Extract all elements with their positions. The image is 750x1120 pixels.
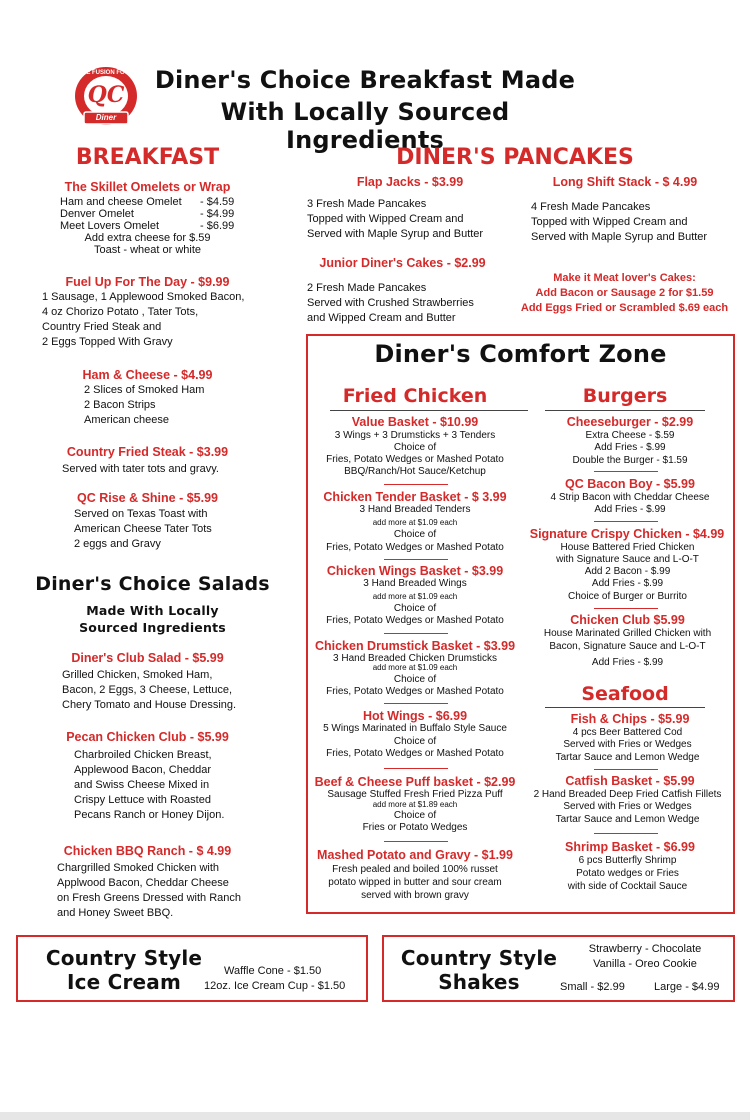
value-line-1: 3 Wings + 3 Drumsticks + 3 Tenders xyxy=(334,430,496,441)
tender-name: Chicken Tender Basket - $ 3.99 xyxy=(323,490,507,504)
skillet-name: The Skillet Omelets or Wrap xyxy=(64,180,231,194)
cheese-line-3: Double the Burger - $1.59 xyxy=(572,455,688,466)
ice-cream-title-1: Country Style xyxy=(45,946,203,970)
drum-add: add more at $1.09 each xyxy=(372,663,458,672)
value-line-3: Fries, Potato Wedges or Mashed Potato xyxy=(326,454,504,465)
rise-line-1: Served on Texas Toast with xyxy=(74,508,208,520)
seafood-rule xyxy=(545,707,705,708)
drum-line-1: 3 Hand Breaded Chicken Drumsticks xyxy=(333,653,497,664)
fish-divider xyxy=(594,769,658,770)
ham-line-3: American cheese xyxy=(84,414,169,426)
hot-line-2: Choice of xyxy=(393,736,437,747)
tender-line-2: Choice of xyxy=(393,529,437,540)
hot-line-1: 5 Wings Marinated in Buffalo Style Sauce xyxy=(323,723,507,734)
salads-sub-2: Sourced Ingredients xyxy=(79,620,226,635)
meat-line-3: Add Eggs Fried or Scrambled $.69 each xyxy=(520,302,729,314)
fuel-line-3: Country Fried Steak and xyxy=(42,321,162,333)
burgers-title: Burgers xyxy=(582,385,668,407)
salads-sub-1: Made With Locally xyxy=(86,603,219,618)
mashed-name: Mashed Potato and Gravy - $1.99 xyxy=(317,848,513,862)
bacon-line-2: Add Fries - $.99 xyxy=(594,504,666,515)
drum-line-2: Choice of xyxy=(393,674,437,685)
value-name: Value Basket - $10.99 xyxy=(351,415,479,429)
long-name: Long Shift Stack - $ 4.99 xyxy=(552,175,698,189)
crispy-line-1: House Battered Fried Chicken xyxy=(560,542,695,553)
wings-line-3: Fries, Potato Wedges or Mashed Potato xyxy=(326,615,504,626)
fuel-line-4: 2 Eggs Topped With Gravy xyxy=(42,336,173,348)
puff-divider xyxy=(384,841,448,842)
skillet-row-3: Meet Lovers Omelet - $6.99 xyxy=(60,220,235,232)
shrimp-line-3: with side of Cocktail Sauce xyxy=(567,881,688,892)
logo-ring-text: THE FUSION FOOD xyxy=(78,70,134,76)
ham-name: Ham & Cheese - $4.99 xyxy=(82,368,213,382)
bacon-divider xyxy=(594,521,658,522)
shakes-title-1: Country Style xyxy=(400,946,558,970)
salads-title: Diner's Choice Salads xyxy=(35,573,270,595)
skillet-row-1: Ham and cheese Omelet - $4.59 xyxy=(60,196,235,208)
tender-divider xyxy=(384,559,448,560)
catfish-name: Catfish Basket - $5.99 xyxy=(565,774,695,788)
junior-line-2: Served with Crushed Strawberries xyxy=(307,297,474,309)
pecan-name: Pecan Chicken Club - $5.99 xyxy=(66,730,229,744)
mashed-line-2: potato wipped in butter and sour cream xyxy=(328,877,502,888)
flap-line-1: 3 Fresh Made Pancakes xyxy=(307,198,427,210)
shakes-title-2: Shakes xyxy=(438,970,520,994)
pecan-line-1: Charbroiled Chicken Breast, xyxy=(74,749,212,761)
wings-add: add more at $1.09 each xyxy=(372,592,458,601)
wings-divider xyxy=(384,633,448,634)
fried-chicken-rule xyxy=(330,410,528,411)
meat-line-2: Add Bacon or Sausage 2 for $1.59 xyxy=(535,287,714,299)
club-salad-line-3: Chery Tomato and House Dressing. xyxy=(62,699,237,711)
chicken-club-name: Chicken Club $5.99 xyxy=(570,613,685,627)
pecan-line-2: Applewood Bacon, Cheddar xyxy=(74,764,211,776)
puff-add: add more at $1.89 each xyxy=(372,800,458,809)
comfort-title: Diner's Comfort Zone xyxy=(374,340,667,368)
waffle-cone: Waffle Cone - $1.50 xyxy=(224,965,322,977)
crispy-name: Signature Crispy Chicken - $4.99 xyxy=(529,527,725,541)
bacon-line-1: 4 Strip Bacon with Cheddar Cheese xyxy=(550,492,710,503)
fish-line-2: Served with Fries or Wedges xyxy=(563,739,692,750)
bbq-line-3: on Fresh Greens Dressed with Ranch xyxy=(57,892,242,904)
crispy-line-4: Add Fries - $.99 xyxy=(591,578,664,589)
hot-line-3: Fries, Potato Wedges or Mashed Potato xyxy=(326,748,504,759)
ham-line-2: 2 Bacon Strips xyxy=(84,399,156,411)
club-salad-name: Diner's Club Salad - $5.99 xyxy=(71,651,224,665)
steak-name: Country Fried Steak - $3.99 xyxy=(66,445,229,459)
hot-wings-name: Hot Wings - $6.99 xyxy=(362,709,468,723)
shakes-flavors-1: Strawberry - Chocolate xyxy=(588,943,702,955)
rise-line-3: 2 eggs and Gravy xyxy=(74,538,161,550)
tender-add: add more at $1.09 each xyxy=(372,518,458,527)
value-line-2: Choice of xyxy=(393,442,437,453)
hot-divider xyxy=(384,768,448,769)
value-divider xyxy=(384,484,448,485)
burgers-rule xyxy=(545,410,705,411)
flap-line-3: Served with Maple Syrup and Butter xyxy=(307,228,484,240)
drum-line-3: Fries, Potato Wedges or Mashed Potato xyxy=(326,686,504,697)
puff-line-2: Choice of xyxy=(393,810,437,821)
junior-line-3: and Wipped Cream and Butter xyxy=(307,312,456,324)
shrimp-name: Shrimp Basket - $6.99 xyxy=(565,840,695,854)
tender-line-3: Fries, Potato Wedges or Mashed Potato xyxy=(326,542,504,553)
club-salad-line-1: Grilled Chicken, Smoked Ham, xyxy=(62,669,213,681)
club-line-3: Add Fries - $.99 xyxy=(591,657,664,668)
crispy-line-3: Add 2 Bacon - $.99 xyxy=(584,566,671,577)
crispy-line-5: Choice of Burger or Burrito xyxy=(568,591,687,602)
shakes-small: Small - $2.99 xyxy=(560,981,625,993)
catfish-line-1: 2 Hand Breaded Deep Fried Catfish Fillets xyxy=(533,789,722,800)
catfish-line-3: Tartar Sauce and Lemon Wedge xyxy=(555,814,700,825)
tender-line-1: 3 Hand Breaded Tenders xyxy=(359,504,471,515)
seafood-title: Seafood xyxy=(581,683,669,705)
cheese-line-2: Add Fries - $.99 xyxy=(594,442,666,453)
mashed-line-1: Fresh pealed and boiled 100% russet xyxy=(332,864,498,875)
wings-line-2: Choice of xyxy=(393,603,437,614)
ice-cream-cup: 12oz. Ice Cream Cup - $1.50 xyxy=(204,980,346,992)
shakes-large: Large - $4.99 xyxy=(654,981,720,993)
fuel-line-1: 1 Sausage, 1 Applewood Smoked Bacon, xyxy=(42,291,245,303)
drum-divider xyxy=(384,703,448,704)
pecan-line-5: Pecans Ranch or Honey Dijon. xyxy=(74,809,225,821)
cheese-divider xyxy=(594,471,658,472)
shrimp-line-2: Potato wedges or Fries xyxy=(576,868,679,879)
ham-line-1: 2 Slices of Smoked Ham xyxy=(84,384,205,396)
fish-name: Fish & Chips - $5.99 xyxy=(570,712,690,726)
meat-line-1: Make it Meat lover's Cakes: xyxy=(553,272,696,284)
logo-banner: Diner xyxy=(95,113,117,122)
club-line-2: Bacon, Signature Sauce and L-O-T xyxy=(549,641,706,652)
long-line-2: Topped with Wipped Cream and xyxy=(531,216,688,228)
crispy-line-2: with Signature Sauce and L-O-T xyxy=(556,554,699,565)
puff-line-3: Fries or Potato Wedges xyxy=(362,822,468,833)
steak-line-1: Served with tater tots and gravy. xyxy=(62,463,219,475)
catfish-divider xyxy=(594,833,658,834)
header-line1: Diner's Choice Breakfast Made xyxy=(154,66,576,94)
value-line-4: BBQ/Ranch/Hot Sauce/Ketchup xyxy=(344,466,486,477)
cheese-line-1: Extra Cheese - $.59 xyxy=(585,430,675,441)
wings-name: Chicken Wings Basket - $3.99 xyxy=(326,564,504,578)
club-salad-line-2: Bacon, 2 Eggs, 3 Cheese, Lettuce, xyxy=(62,684,233,696)
puff-name: Beef & Cheese Puff basket - $2.99 xyxy=(314,775,516,789)
club-line-1: House Marinated Grilled Chicken with xyxy=(543,628,712,639)
pecan-line-3: and Swiss Cheese Mixed in xyxy=(74,779,210,791)
breakfast-title: BREAKFAST xyxy=(75,145,220,170)
fuel-line-2: 4 oz Chorizo Potato , Tater Tots, xyxy=(42,306,199,318)
shakes-flavors-2: Vanilla - Oreo Cookie xyxy=(593,958,697,970)
junior-line-1: 2 Fresh Made Pancakes xyxy=(307,282,427,294)
mashed-line-3: served with brown gravy xyxy=(361,890,469,901)
flap-name: Flap Jacks - $3.99 xyxy=(356,175,464,189)
pancakes-title: DINER'S PANCAKES xyxy=(396,145,634,170)
fish-line-3: Tartar Sauce and Lemon Wedge xyxy=(555,752,700,763)
long-line-3: Served with Maple Syrup and Butter xyxy=(531,231,708,243)
puff-line-1: Sausage Stuffed Fresh Fried Pizza Puff xyxy=(327,789,503,800)
skillet-toast: Toast - wheat or white xyxy=(94,244,201,256)
fuel-name: Fuel Up For The Day - $9.99 xyxy=(65,275,230,289)
skillet-extra-cheese: Add extra cheese for $.59 xyxy=(84,232,211,244)
drum-name: Chicken Drumstick Basket - $3.99 xyxy=(314,639,516,653)
bbq-name: Chicken BBQ Ranch - $ 4.99 xyxy=(63,844,232,858)
skillet-row-2: Denver Omelet - $4.99 xyxy=(60,208,235,220)
cheeseburger-name: Cheeseburger - $2.99 xyxy=(566,415,694,429)
bbq-line-4: and Honey Sweet BBQ. xyxy=(57,907,174,919)
long-line-1: 4 Fresh Made Pancakes xyxy=(531,201,651,213)
shrimp-line-1: 6 pcs Butterfly Shrimp xyxy=(578,855,677,866)
fish-line-1: 4 pcs Beer Battered Cod xyxy=(572,727,683,738)
rise-name: QC Rise & Shine - $5.99 xyxy=(76,491,219,505)
pecan-line-4: Crispy Lettuce with Roasted xyxy=(74,794,211,806)
footer-strip xyxy=(0,1112,750,1120)
logo-initials: QC xyxy=(87,82,125,108)
junior-name: Junior Diner's Cakes - $2.99 xyxy=(319,256,486,270)
rise-line-2: American Cheese Tater Tots xyxy=(74,523,212,535)
logo xyxy=(72,66,140,130)
fried-chicken-title: Fried Chicken xyxy=(342,385,488,407)
flap-line-2: Topped with Wipped Cream and xyxy=(307,213,464,225)
bbq-line-2: Applwood Bacon, Cheddar Cheese xyxy=(57,877,229,889)
header-line2: With Locally Sourced Ingredients xyxy=(220,98,510,154)
crispy-divider xyxy=(594,608,658,609)
wings-line-1: 3 Hand Breaded Wings xyxy=(363,578,467,589)
bacon-boy-name: QC Bacon Boy - $5.99 xyxy=(565,477,695,491)
catfish-line-2: Served with Fries or Wedges xyxy=(563,801,692,812)
bbq-line-1: Chargrilled Smoked Chicken with xyxy=(57,862,220,874)
ice-cream-title-2: Ice Cream xyxy=(66,970,182,994)
